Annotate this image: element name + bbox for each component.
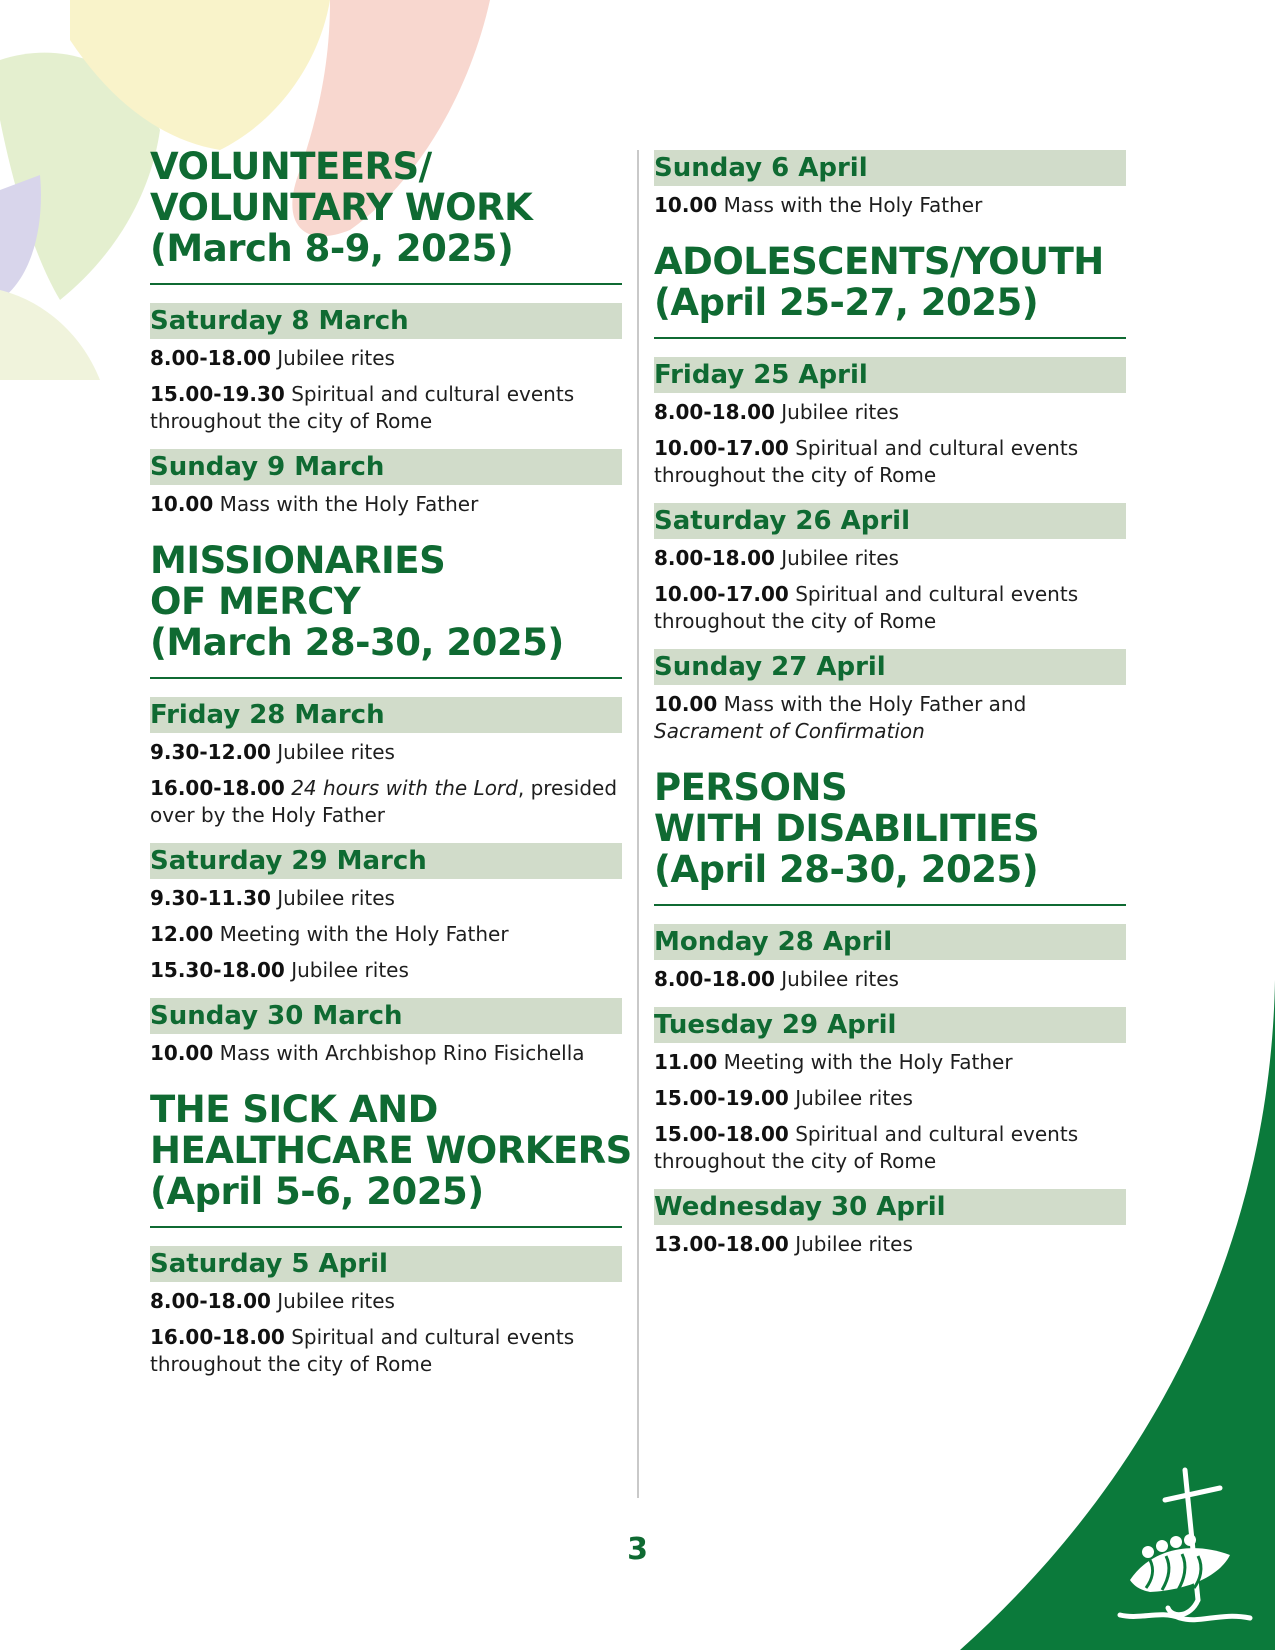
day-heading: Friday 25 April bbox=[654, 357, 1126, 393]
event-text: Jubilee rites bbox=[277, 346, 395, 370]
event-text: Jubilee rites bbox=[277, 1289, 395, 1313]
event-text: Spiritual and cultural events throughout the city of Rome bbox=[654, 582, 1079, 633]
event-time: 8.00-18.00 bbox=[654, 546, 775, 570]
event-text: Meeting with the Holy Father bbox=[219, 922, 509, 946]
sick-continued-section bbox=[654, 150, 1126, 219]
day-group bbox=[654, 503, 1126, 635]
event-item bbox=[150, 381, 622, 435]
event-item bbox=[150, 921, 622, 948]
event-item bbox=[654, 1231, 1126, 1258]
event-item bbox=[150, 1040, 622, 1067]
day-heading: Saturday 26 April bbox=[654, 503, 1126, 539]
event-time: 8.00-18.00 bbox=[150, 1289, 271, 1313]
event-text: Mass with the Holy Father and bbox=[723, 692, 1027, 716]
event-item bbox=[150, 739, 622, 766]
event-item bbox=[654, 192, 1126, 219]
event-time: 9.30-11.30 bbox=[150, 886, 271, 910]
event-item bbox=[654, 435, 1126, 489]
event-item bbox=[150, 775, 622, 829]
youth-title: ADOLESCENTS/YOUTH (April 25-27, 2025) bbox=[654, 241, 1126, 339]
event-item bbox=[150, 1288, 622, 1315]
event-time: 15.30-18.00 bbox=[150, 958, 285, 982]
day-group bbox=[654, 1007, 1126, 1175]
event-text: Jubilee rites bbox=[781, 546, 899, 570]
event-text: Jubilee rites bbox=[277, 886, 395, 910]
day-group bbox=[654, 649, 1126, 745]
event-time: 15.00-19.00 bbox=[654, 1086, 789, 1110]
day-group bbox=[150, 449, 622, 518]
event-text: Meeting with the Holy Father bbox=[723, 1050, 1013, 1074]
disabilities-title: PERSONS WITH DISABILITIES (April 28-30, 2025) bbox=[654, 767, 1126, 906]
event-item bbox=[654, 545, 1126, 572]
event-text: Spiritual and cultural events throughout the city of Rome bbox=[654, 1122, 1079, 1173]
event-text: Mass with the Holy Father bbox=[219, 492, 479, 516]
event-time: 8.00-18.00 bbox=[654, 400, 775, 424]
event-time: 15.00-18.00 bbox=[654, 1122, 789, 1146]
event-item bbox=[654, 581, 1126, 635]
event-item bbox=[654, 1121, 1126, 1175]
day-heading: Saturday 29 March bbox=[150, 843, 622, 879]
event-time: 8.00-18.00 bbox=[654, 967, 775, 991]
day-heading: Monday 28 April bbox=[654, 924, 1126, 960]
event-time: 10.00-17.00 bbox=[654, 436, 789, 460]
event-text: Spiritual and cultural events throughout the city of Rome bbox=[150, 382, 575, 433]
event-time: 15.00-19.30 bbox=[150, 382, 285, 406]
day-group bbox=[150, 843, 622, 984]
event-time: 10.00 bbox=[654, 692, 718, 716]
event-text: Jubilee rites bbox=[781, 400, 899, 424]
day-heading: Wednesday 30 April bbox=[654, 1189, 1126, 1225]
right-column bbox=[654, 150, 1126, 1280]
day-heading: Saturday 5 April bbox=[150, 1246, 622, 1282]
event-item bbox=[150, 1324, 622, 1378]
event-time: 16.00-18.00 bbox=[150, 1325, 285, 1349]
day-heading: Tuesday 29 April bbox=[654, 1007, 1126, 1043]
volunteers-title: VOLUNTEERS/ VOLUNTARY WORK (March 8-9, 2025) bbox=[150, 146, 622, 285]
day-heading: Sunday 27 April bbox=[654, 649, 1126, 685]
event-text: Mass with Archbishop Rino Fisichella bbox=[219, 1041, 585, 1065]
petal-purple bbox=[0, 175, 41, 300]
event-time: 11.00 bbox=[654, 1050, 718, 1074]
day-group bbox=[654, 357, 1126, 489]
day-group bbox=[654, 924, 1126, 993]
event-item bbox=[654, 1049, 1126, 1076]
event-text: Jubilee rites bbox=[795, 1086, 913, 1110]
event-italic-text: 24 hours with the Lord bbox=[291, 776, 518, 800]
event-time: 10.00 bbox=[150, 492, 214, 516]
day-group bbox=[150, 303, 622, 435]
event-time: 9.30-12.00 bbox=[150, 740, 271, 764]
event-text: Spiritual and cultural events throughout the city of Rome bbox=[654, 436, 1079, 487]
event-italic-text: Sacrament of Confirmation bbox=[654, 719, 925, 743]
event-time: 10.00 bbox=[654, 193, 718, 217]
event-item bbox=[654, 1085, 1126, 1112]
event-time: 10.00-17.00 bbox=[654, 582, 789, 606]
event-item bbox=[150, 345, 622, 372]
event-time: 8.00-18.00 bbox=[150, 346, 271, 370]
event-item bbox=[654, 966, 1126, 993]
event-text: Spiritual and cultural events throughout the city of Rome bbox=[150, 1325, 575, 1376]
day-heading: Saturday 8 March bbox=[150, 303, 622, 339]
page-number: 3 bbox=[627, 1532, 648, 1567]
left-column bbox=[150, 145, 632, 1400]
petal-olive bbox=[0, 290, 100, 380]
volunteers-section bbox=[150, 146, 622, 518]
day-group bbox=[654, 150, 1126, 219]
event-item bbox=[654, 691, 1126, 745]
event-item bbox=[150, 957, 622, 984]
day-group bbox=[654, 1189, 1126, 1258]
event-text: Jubilee rites bbox=[795, 1232, 913, 1256]
sick-section bbox=[150, 1088, 632, 1378]
event-item bbox=[654, 399, 1126, 426]
youth-section bbox=[654, 241, 1126, 745]
event-time: 16.00-18.00 bbox=[150, 776, 285, 800]
sick-title: THE SICK AND HEALTHCARE WORKERS (April 5-6, 2025) bbox=[150, 1089, 622, 1228]
day-group bbox=[150, 1246, 622, 1378]
missionaries-title: MISSIONARIES OF MERCY (March 28-30, 2025) bbox=[150, 540, 622, 679]
event-time: 12.00 bbox=[150, 922, 214, 946]
day-heading: Sunday 9 March bbox=[150, 449, 622, 485]
event-text: Jubilee rites bbox=[781, 967, 899, 991]
day-heading: Sunday 30 March bbox=[150, 998, 622, 1034]
event-text: , presided over by the Holy Father bbox=[150, 776, 618, 827]
event-text: Mass with the Holy Father bbox=[723, 193, 983, 217]
event-time: 13.00-18.00 bbox=[654, 1232, 789, 1256]
column-divider bbox=[637, 150, 639, 1498]
day-heading: Sunday 6 April bbox=[654, 150, 1126, 186]
event-item bbox=[150, 885, 622, 912]
event-text: Jubilee rites bbox=[277, 740, 395, 764]
event-text: Jubilee rites bbox=[291, 958, 409, 982]
event-item bbox=[150, 491, 622, 518]
day-heading: Friday 28 March bbox=[150, 697, 622, 733]
day-group bbox=[150, 998, 622, 1067]
day-group bbox=[150, 697, 622, 829]
disabilities-section bbox=[654, 767, 1126, 1258]
missionaries-section bbox=[150, 540, 622, 1067]
jubilee-logo-icon bbox=[1110, 1460, 1260, 1630]
event-time: 10.00 bbox=[150, 1041, 214, 1065]
